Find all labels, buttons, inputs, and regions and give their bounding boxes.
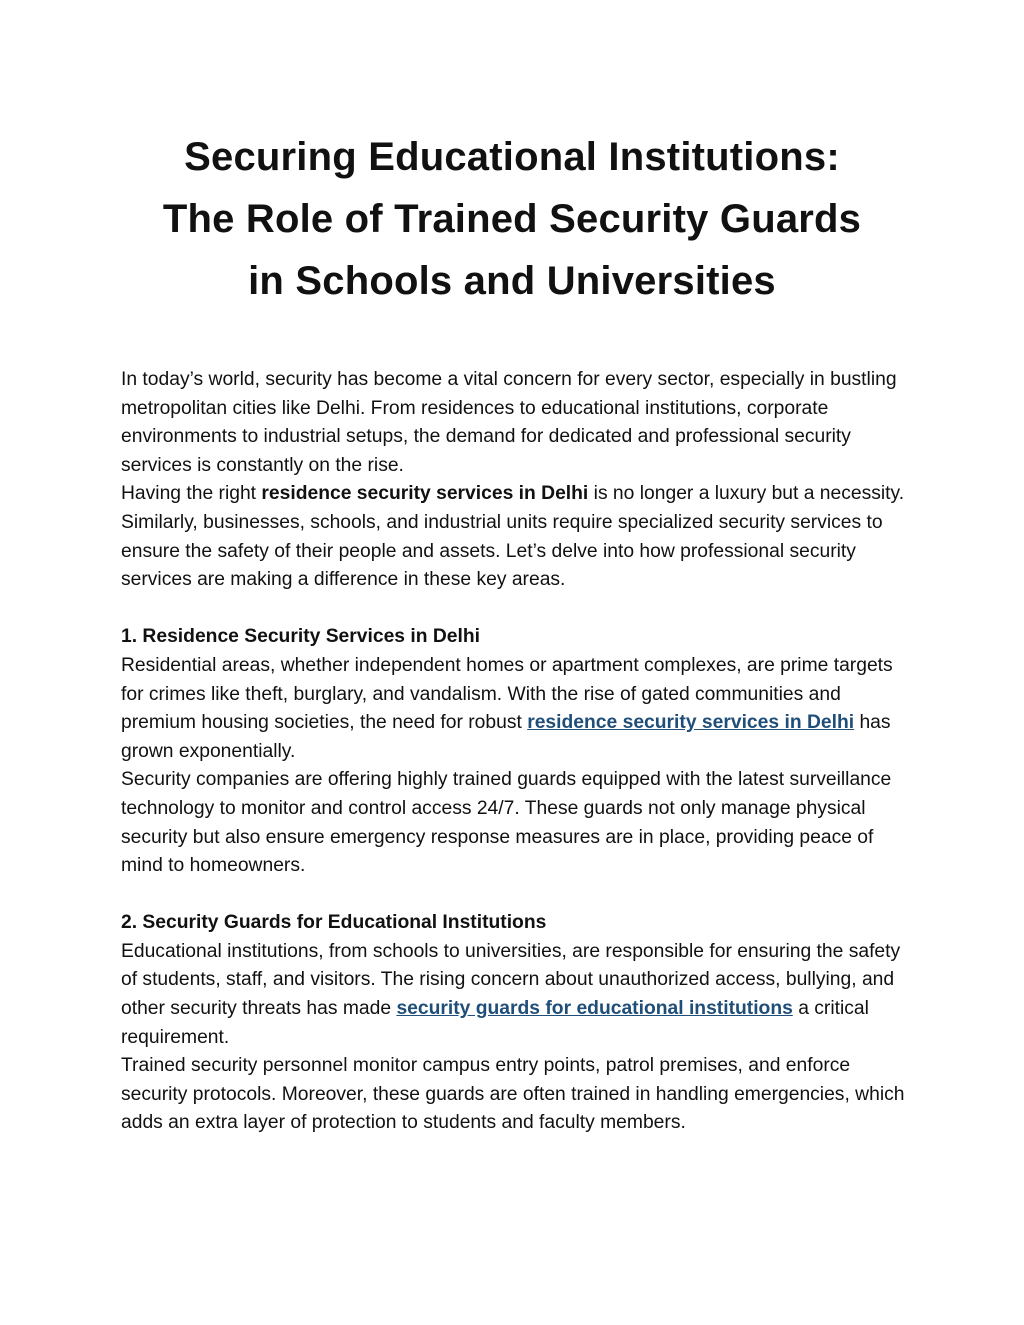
document-body [121,366,911,1138]
section-heading-educational: 2. Security Guards for Educational Institutions [121,912,547,934]
section1-paragraph-1 [121,652,911,766]
title-line-3: in Schools and Universities [248,259,776,303]
paragraph-gap [121,595,911,624]
intro-paragraph-2 [121,480,911,594]
section1-paragraph-2: Security companies are offering highly trained guards equipped with the latest surveillance technology to monitor and control access 24/7. These guards not only manage physical security but also ensure emergency response measures are in place, providing peace of mind to homeowners. [121,769,892,877]
intro-text-before: Having the right [121,483,262,505]
educational-security-link[interactable]: security guards for educational institutions [396,998,793,1020]
title-line-1: Securing Educational Institutions: [184,135,840,179]
section2-text-before: Educational institutions, from schools to universities, are responsible for ensuring the safety of students, staff, and visitors. The rising concern about unauthorized access, bullying, and other security threats has made [121,940,901,1020]
document-title [90,126,934,312]
intro-paragraph: In today’s world, security has become a vital concern for every sector, especially in bustling metropolitan cities like Delhi. From residences to educational institutions, corporate environments to industrial setups, the demand for dedicated and professional security services is constantly on the rise. [121,369,897,476]
title-line-2: The Role of Trained Security Guards [162,197,862,241]
section-heading-residence: 1. Residence Security Services in Delhi [121,626,481,648]
section2-paragraph-2: Trained security personnel monitor campus entry points, patrol premises, and enforce security protocols. Moreover, these guards are often trained in handling emergencies, which adds an extra layer of protection to students and faculty members. [121,1055,905,1134]
intro-bold-phrase: residence security services in Delhi [261,483,589,505]
residence-security-link[interactable]: residence security services in Delhi [527,712,855,734]
section2-text-after: a critical requirement. [121,998,869,1048]
section1-text-after: has grown exponentially. [121,712,891,762]
paragraph-gap [121,881,911,910]
section2-paragraph-1 [121,938,911,1052]
section1-text-before: Residential areas, whether independent homes or apartment complexes, are prime targets for crimes like theft, burglary, and vandalism. With the rise of gated communities and premium housing societies, the need for robust [121,654,893,734]
intro-text-after: is no longer a luxury but a necessity. Similarly, businesses, schools, and industrial units require specialized security services to ensure the safety of their people and assets. Let’s delve into how professional security services are making a difference in these key areas. [121,483,905,591]
